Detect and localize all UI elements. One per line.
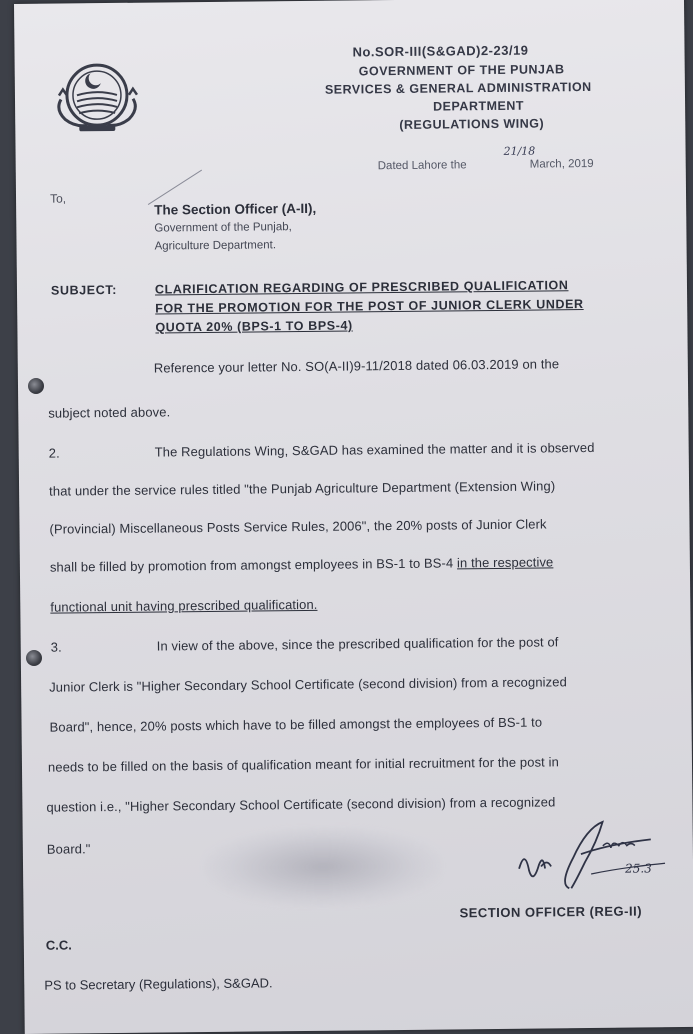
to-label: To, bbox=[49, 191, 67, 206]
para2-line4-text: shall be filled by promotion from amongst employees in BS-1 to BS-4 bbox=[49, 555, 458, 575]
punch-hole-bottom bbox=[26, 650, 42, 666]
para3-line2: Junior Clerk is "Higher Secondary School Certificate (second division) from a recognized bbox=[49, 674, 567, 695]
date-prefix: Dated Lahore the bbox=[377, 159, 467, 173]
para2-line4 bbox=[50, 554, 554, 574]
para3-line1: In view of the above, since the prescribed qualification for the post of bbox=[156, 634, 559, 654]
para3-line5: question i.e., "Higher Secondary School Certificate (second division) from a recognized bbox=[46, 794, 556, 815]
handwritten-signature bbox=[511, 817, 672, 899]
para3-number: 3. bbox=[50, 639, 62, 655]
cc-label: C.C. bbox=[45, 937, 72, 953]
subject-label: SUBJECT: bbox=[50, 282, 117, 298]
para2-line1: The Regulations Wing, S&GAD has examined the matter and it is observed bbox=[154, 439, 595, 460]
addressee-line-1: Government of the Punjab, bbox=[154, 221, 292, 235]
addressee-name: The Section Officer (A-II), bbox=[154, 200, 317, 218]
document-page bbox=[14, 0, 693, 1034]
government-name: GOVERNMENT OF THE PUNJAB bbox=[358, 62, 565, 79]
para1-line2: subject noted above. bbox=[48, 404, 171, 421]
wing-name: (REGULATIONS WING) bbox=[399, 116, 545, 132]
para3-line3: Board", hence, 20% posts which have to be filled amongst the employees of BS-1 to bbox=[49, 714, 543, 735]
subject-line-2: FOR THE PROMOTION FOR THE POST OF JUNIOR CLERK UNDER bbox=[155, 297, 584, 316]
subject-line-3: QUOTA 20% (BPS-1 TO BPS-4) bbox=[155, 318, 353, 335]
para2-line2: that under the service rules titled "the Punjab Agriculture Department (Extension Wing) bbox=[49, 478, 556, 499]
pen-stroke-mark bbox=[146, 166, 206, 207]
para3-line6: Board." bbox=[46, 841, 91, 857]
addressee-line-2: Agriculture Department. bbox=[154, 239, 277, 253]
date-month-year: March, 2019 bbox=[529, 157, 594, 171]
para2-line3: (Provincial) Miscellaneous Posts Service Rules, 2006", the 20% posts of Junior Clerk bbox=[49, 516, 547, 537]
subject-line-1: CLARIFICATION REGARDING OF PRESCRIBED QUALIFICATION bbox=[154, 278, 569, 297]
para2-line5: functional unit having prescribed qualification. bbox=[50, 596, 318, 615]
para2-number: 2. bbox=[48, 445, 60, 461]
para3-line4: needs to be filled on the basis of qualification meant for initial recruitment for the post in bbox=[47, 754, 559, 775]
blurred-stamp bbox=[203, 826, 444, 909]
department-line-1: SERVICES & GENERAL ADMINISTRATION bbox=[324, 79, 592, 97]
date-day-handwritten: 21/18 bbox=[503, 144, 536, 158]
government-crest-logo bbox=[49, 55, 146, 138]
reference-number: No.SOR-III(S&GAD)2-23/19 bbox=[352, 42, 529, 60]
signature-date: 25.3 bbox=[625, 861, 652, 876]
punch-hole-top bbox=[28, 378, 44, 394]
cc-recipient-1: PS to Secretary (Regulations), S&GAD. bbox=[44, 975, 273, 993]
signatory-title: SECTION OFFICER (REG-II) bbox=[459, 903, 643, 921]
para2-line4-underlined: in the respective bbox=[456, 554, 554, 571]
department-line-2: DEPARTMENT bbox=[433, 98, 525, 114]
para1-line1: Reference your letter No. SO(A-II)9-11/2018 dated 06.03.2019 on the bbox=[153, 356, 560, 376]
